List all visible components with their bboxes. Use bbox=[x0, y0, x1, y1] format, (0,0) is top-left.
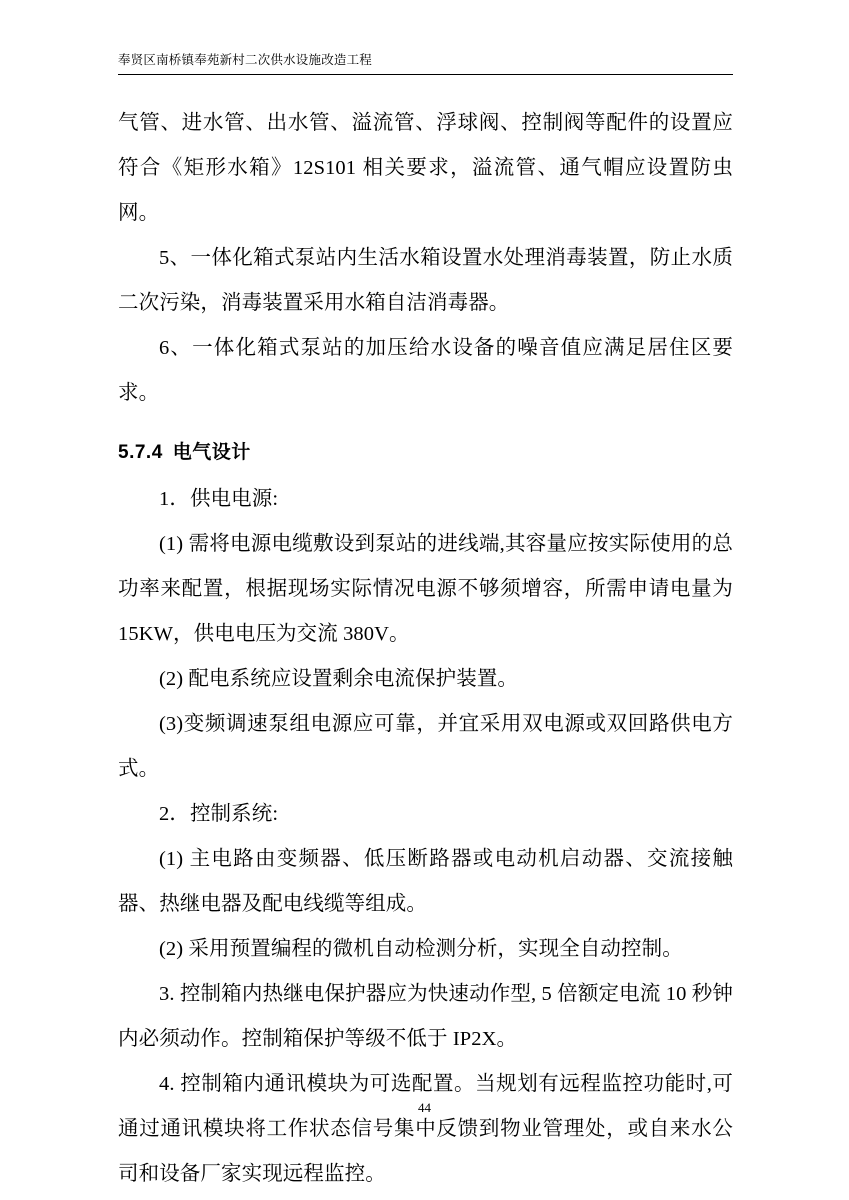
paragraph: (3)变频调速泵组电源应可靠，并宜采用双电源或双回路供电方式。 bbox=[118, 713, 733, 780]
page-content bbox=[118, 50, 733, 1197]
paragraph: 5、一体化箱式泵站内生活水箱设置水处理消毒装置，防止水质二次污染，消毒装置采用水箱自洁消毒器。 bbox=[118, 247, 733, 314]
paragraph: (2) 配电系统应设置剩余电流保护装置。 bbox=[159, 668, 519, 690]
section-title: 电气设计 bbox=[172, 442, 251, 463]
section-number: 5.7.4 bbox=[118, 442, 163, 463]
paragraph: 6、一体化箱式泵站的加压给水设备的噪音值应满足居住区要求。 bbox=[118, 337, 733, 404]
paragraph: (1) 主电路由变频器、低压断路器或电动机启动器、交流接触器、热继电器及配电线缆等组成。 bbox=[118, 848, 733, 915]
paragraph: 1．供电电源: bbox=[159, 488, 279, 510]
paragraph: 3. 控制箱内热继电保护器应为快速动作型, 5 倍额定电流 10 秒钟内必须动作。控制箱保护等级不低于 IP2X。 bbox=[118, 983, 733, 1050]
paragraph: (2) 采用预置编程的微机自动检测分析，实现全自动控制。 bbox=[159, 938, 683, 960]
paragraph: (1) 需将电源电缆敷设到泵站的进线端,其容量应按实际使用的总功率来配置，根据现场实际情况电源不够须增容，所需申请电量为 15KW，供电电压为交流 380V。 bbox=[118, 533, 733, 645]
page-header: 奉贤区南桥镇奉苑新村二次供水设施改造工程 bbox=[118, 50, 733, 75]
paragraph: 气管、进水管、出水管、溢流管、浮球阀、控制阀等配件的设置应符合《矩形水箱》12S101 相关要求，溢流管、通气帽应设置防虫网。 bbox=[118, 112, 733, 224]
paragraph: 4. 控制箱内通讯模块为可选配置。当规划有远程监控功能时,可通过通讯模块将工作状态信号集中反馈到物业管理处，或自来水公司和设备厂家实现远程监控。 bbox=[118, 1073, 733, 1185]
page-number: 44 bbox=[418, 1100, 431, 1115]
section-heading bbox=[118, 430, 733, 475]
paragraph: 2．控制系统: bbox=[159, 803, 279, 825]
document-body bbox=[118, 101, 733, 1197]
